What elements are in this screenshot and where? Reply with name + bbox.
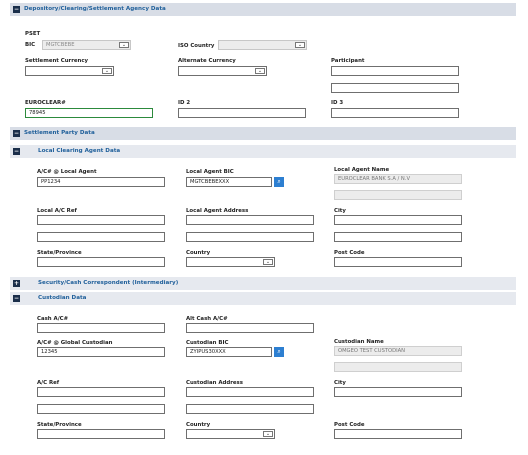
local-agent-bic-label: Local Agent BIC bbox=[186, 169, 234, 175]
bic-label: BIC bbox=[25, 42, 36, 48]
chevron-down-icon: ⌄ bbox=[119, 42, 129, 48]
chevron-down-icon: ⌄ bbox=[263, 259, 273, 265]
local-agent-address-input[interactable] bbox=[186, 215, 314, 225]
participant-input[interactable] bbox=[331, 66, 459, 76]
global-custodian-ac-label: A/C# @ Global Custodian bbox=[37, 340, 113, 346]
custodian-name-label: Custodian Name bbox=[334, 339, 384, 345]
local-agent-address-label: Local Agent Address bbox=[186, 208, 249, 214]
collapse-icon[interactable]: − bbox=[13, 295, 20, 302]
alt-cash-ac-label: Alt Cash A/C# bbox=[186, 316, 228, 322]
custodian-post-code-label: Post Code bbox=[334, 422, 365, 428]
local-clearing-section-header bbox=[10, 145, 516, 158]
local-agent-ac-input[interactable]: PP1234 bbox=[37, 177, 165, 187]
custodian-address-input[interactable] bbox=[186, 387, 314, 397]
local-state-input[interactable] bbox=[37, 257, 165, 267]
ac-ref-input-2[interactable] bbox=[37, 404, 165, 414]
custodian-bic-label: Custodian BIC bbox=[186, 340, 229, 346]
search-icon[interactable]: ⌕ bbox=[274, 347, 284, 357]
local-city-label: City bbox=[334, 208, 346, 214]
local-country-label: Country bbox=[186, 250, 211, 256]
custodian-state-input[interactable] bbox=[37, 429, 165, 439]
custodian-country-select[interactable] bbox=[186, 429, 275, 439]
local-ac-ref-input-2[interactable] bbox=[37, 232, 165, 242]
id2-input[interactable] bbox=[178, 108, 306, 118]
custodian-name-input: OMGEO TEST CUSTODIAN bbox=[334, 346, 462, 356]
local-agent-address-input-2[interactable] bbox=[186, 232, 314, 242]
settlement-currency-label: Settlement Currency bbox=[25, 58, 89, 64]
chevron-down-icon: ⌄ bbox=[255, 68, 265, 74]
participant-input-2[interactable] bbox=[331, 83, 459, 93]
euroclear-label: EUROCLEAR# bbox=[25, 100, 66, 106]
local-city-input-2[interactable] bbox=[334, 232, 462, 242]
custodian-address-label: Custodian Address bbox=[186, 380, 243, 386]
iso-country-label: ISO Country bbox=[178, 43, 215, 49]
id2-label: ID 2 bbox=[178, 100, 191, 106]
local-ac-ref-label: Local A/C Ref bbox=[37, 208, 77, 214]
local-clearing-section-title: Local Clearing Agent Data bbox=[38, 148, 121, 154]
custodian-section-header bbox=[10, 292, 516, 305]
collapse-icon[interactable]: − bbox=[13, 6, 20, 13]
ac-ref-label: A/C Ref bbox=[37, 380, 60, 386]
depository-section-header bbox=[10, 3, 516, 16]
security-cash-section-title: Security/Cash Correspondent (Intermediary) bbox=[38, 280, 179, 286]
id3-label: ID 3 bbox=[331, 100, 344, 106]
chevron-down-icon: ⌄ bbox=[102, 68, 112, 74]
bic-select[interactable] bbox=[42, 40, 131, 50]
chevron-down-icon: ⌄ bbox=[295, 42, 305, 48]
settlement-currency-select[interactable] bbox=[25, 66, 114, 76]
iso-country-select[interactable] bbox=[218, 40, 307, 50]
local-city-input[interactable] bbox=[334, 215, 462, 225]
bic-select-value: MGTCBEBE bbox=[46, 42, 75, 48]
ac-ref-input[interactable] bbox=[37, 387, 165, 397]
alternate-currency-label: Alternate Currency bbox=[178, 58, 236, 64]
local-ac-ref-input[interactable] bbox=[37, 215, 165, 225]
local-post-code-label: Post Code bbox=[334, 250, 365, 256]
depository-section-title: Depository/Clearing/Settlement Agency Data bbox=[24, 6, 166, 12]
alternate-currency-select[interactable] bbox=[178, 66, 267, 76]
custodian-address-input-2[interactable] bbox=[186, 404, 314, 414]
local-country-select[interactable] bbox=[186, 257, 275, 267]
global-custodian-ac-input[interactable]: 12345 bbox=[37, 347, 165, 357]
participant-label: Participant bbox=[331, 58, 365, 64]
custodian-city-label: City bbox=[334, 380, 346, 386]
local-agent-ac-label: A/C# @ Local Agent bbox=[37, 169, 97, 175]
custodian-city-input[interactable] bbox=[334, 387, 462, 397]
pset-label: PSET bbox=[25, 31, 41, 37]
search-icon[interactable]: ⌕ bbox=[274, 177, 284, 187]
local-state-label: State/Province bbox=[37, 250, 82, 256]
security-cash-section-header bbox=[10, 277, 516, 290]
custodian-section-title: Custodian Data bbox=[38, 295, 87, 301]
cash-ac-label: Cash A/C# bbox=[37, 316, 69, 322]
custodian-post-code-input[interactable] bbox=[334, 429, 462, 439]
local-agent-name-label: Local Agent Name bbox=[334, 167, 390, 173]
custodian-bic-input[interactable]: ZYIPUS30XXX bbox=[186, 347, 272, 357]
settlement-party-section-header bbox=[10, 127, 516, 140]
local-agent-name-input-2 bbox=[334, 190, 462, 200]
expand-icon[interactable]: + bbox=[13, 280, 20, 287]
collapse-icon[interactable]: − bbox=[13, 148, 20, 155]
custodian-name-input-2 bbox=[334, 362, 462, 372]
id3-input[interactable] bbox=[331, 108, 459, 118]
chevron-down-icon: ⌄ bbox=[263, 431, 273, 437]
alt-cash-ac-input[interactable] bbox=[186, 323, 314, 333]
settlement-party-section-title: Settlement Party Data bbox=[24, 130, 95, 136]
cash-ac-input[interactable] bbox=[37, 323, 165, 333]
custodian-state-label: State/Province bbox=[37, 422, 82, 428]
local-agent-name-input: EUROCLEAR BANK S.A / N.V bbox=[334, 174, 462, 184]
local-post-code-input[interactable] bbox=[334, 257, 462, 267]
custodian-country-label: Country bbox=[186, 422, 211, 428]
collapse-icon[interactable]: − bbox=[13, 130, 20, 137]
euroclear-input[interactable]: 78945 bbox=[25, 108, 153, 118]
local-agent-bic-input[interactable]: MGTCBEBEXXX bbox=[186, 177, 272, 187]
